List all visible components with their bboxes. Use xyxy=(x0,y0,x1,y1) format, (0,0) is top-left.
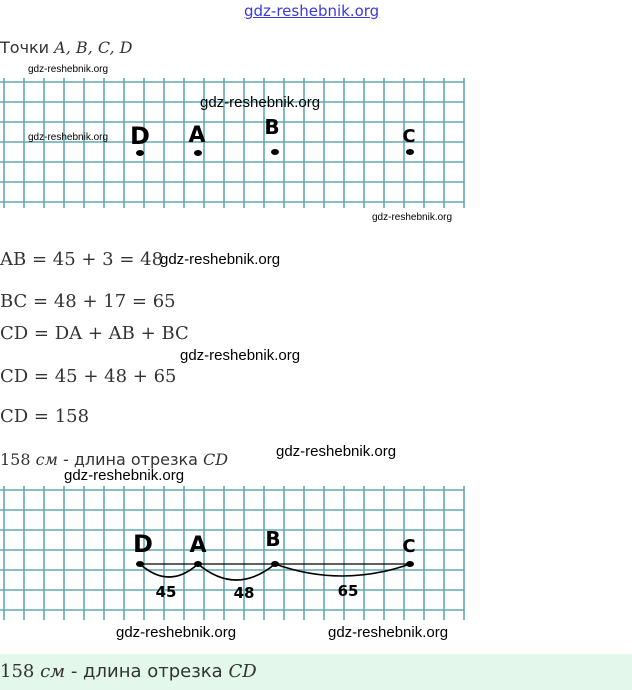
distance-da: 45 xyxy=(155,583,177,601)
label-c: C xyxy=(402,536,416,557)
answer-box-value: 158 xyxy=(0,661,35,682)
grid-diagram-segments xyxy=(0,486,470,632)
point-a xyxy=(194,561,202,567)
label-c: C xyxy=(402,126,416,147)
equation-ab: AB = 45 + 3 = 48 xyxy=(0,249,164,270)
point-c xyxy=(406,561,414,567)
site-header-link[interactable]: gdz-reshebnik.org xyxy=(244,2,380,20)
watermark: gdz-reshebnik.org xyxy=(276,443,397,460)
answer-segment: CD xyxy=(203,450,229,469)
label-a: A xyxy=(189,533,207,558)
answer-text: - длина отрезка xyxy=(62,450,198,469)
watermark: gdz-reshebnik.org xyxy=(200,94,321,111)
equation-cd-sum: CD = DA + AB + BC xyxy=(0,323,189,344)
watermark: gdz-reshebnik.org xyxy=(328,624,449,641)
watermark: gdz-reshebnik.org xyxy=(116,624,237,641)
label-d: D xyxy=(130,122,150,150)
distance-ab: 48 xyxy=(233,584,255,602)
point-a xyxy=(194,150,202,156)
watermark: gdz-reshebnik.org xyxy=(28,64,109,75)
distance-bc: 65 xyxy=(337,582,359,600)
intro-text xyxy=(0,38,133,57)
answer-value: 158 xyxy=(0,450,31,469)
watermark: gdz-reshebnik.org xyxy=(64,467,185,484)
answer-box-unit: см xyxy=(40,661,66,682)
answer-unit: см xyxy=(35,450,58,469)
point-b xyxy=(271,149,279,155)
intro-points: A, B, C, D xyxy=(54,38,133,57)
answer-box-label: - длина отрезка xyxy=(70,661,223,682)
watermark: gdz-reshebnik.org xyxy=(180,347,301,364)
watermark: gdz-reshebnik.org xyxy=(372,212,453,223)
equation-cd-values: CD = 45 + 48 + 65 xyxy=(0,366,177,387)
answer-box xyxy=(0,654,632,690)
watermark: gdz-reshebnik.org xyxy=(160,251,281,268)
label-d: D xyxy=(133,530,153,558)
label-b: B xyxy=(264,115,280,139)
label-b: B xyxy=(265,527,281,551)
grid-lines xyxy=(0,486,464,620)
point-c xyxy=(406,149,414,155)
answer-box-text xyxy=(0,661,257,682)
intro-prefix: Точки xyxy=(0,38,50,57)
point-b xyxy=(271,561,279,567)
equation-bc: BC = 48 + 17 = 65 xyxy=(0,291,176,312)
equation-cd-result: CD = 158 xyxy=(0,406,90,427)
answer-box-segment: CD xyxy=(228,661,257,682)
point-d xyxy=(136,150,144,156)
watermark: gdz-reshebnik.org xyxy=(28,132,109,143)
point-d xyxy=(136,561,144,567)
label-a: A xyxy=(188,123,206,148)
